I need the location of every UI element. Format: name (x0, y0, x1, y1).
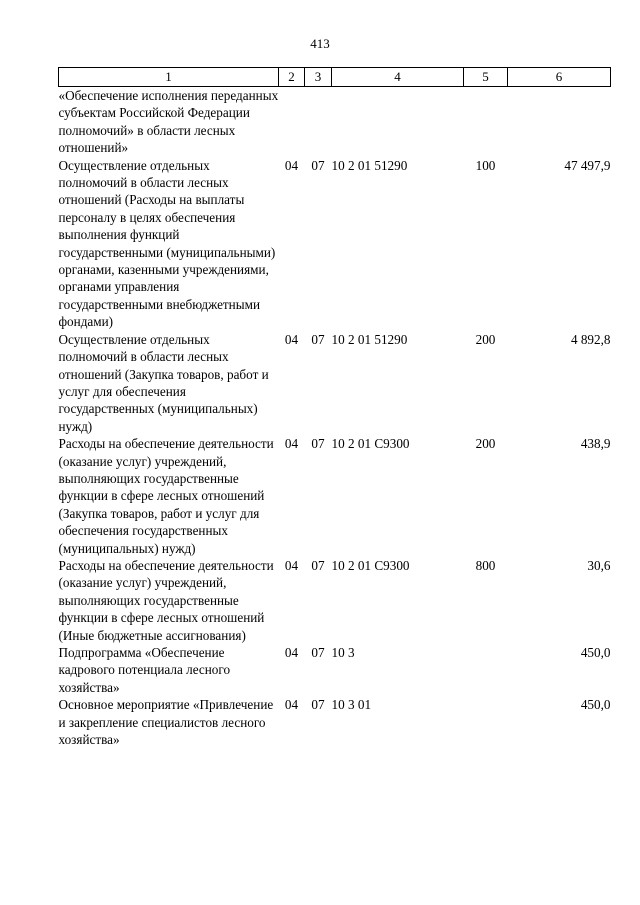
row-section: 04 (284, 697, 299, 713)
row-name: «Обеспечение исполнения переданных субъектам Российской Федерации полномочий» в области лесных отношений» (58, 88, 279, 156)
table-row (59, 87, 611, 157)
row-section: 04 (284, 557, 299, 573)
row-name: Осуществление отдельных полномочий в области лесных отношений (Закупка товаров, работ и услуг для обеспечения государственных (муниципальных) нужд) (58, 331, 269, 434)
header-col-6: 6 (508, 68, 611, 87)
header-col-4: 4 (332, 68, 464, 87)
row-section: 04 (284, 157, 299, 173)
row-expense-type: 200 (475, 436, 496, 452)
row-expense-type: 100 (475, 157, 496, 173)
budget-table (58, 67, 611, 748)
table-row (59, 157, 611, 331)
row-amount (508, 87, 611, 157)
header-col-1: 1 (59, 68, 279, 87)
row-expense-type: 200 (475, 331, 496, 347)
row-subsection (305, 87, 332, 157)
row-subsection: 07 (311, 697, 325, 713)
table-row (59, 644, 611, 696)
row-target-code: 10 2 01 С9300 (331, 436, 410, 452)
page-number: 413 (310, 36, 330, 51)
row-target-code: 10 2 01 51290 (331, 331, 408, 347)
row-name: Расходы на обеспечение деятельности (оказание услуг) учреждений, выполняющих государственные функции в сфере лесных отношений (Закупка товаров, работ и услуг для обеспечения государственных (муниципальных) нужд) (58, 436, 274, 556)
row-amount: 450,0 (580, 645, 611, 660)
row-section: 04 (284, 645, 299, 660)
table-row (59, 435, 611, 557)
row-expense-type (464, 87, 508, 157)
table-row (59, 331, 611, 435)
table-row (59, 557, 611, 644)
row-subsection: 07 (311, 331, 325, 347)
row-amount: 47 497,9 (564, 157, 611, 173)
header-col-2: 2 (279, 68, 305, 87)
row-name: Расходы на обеспечение деятельности (оказание услуг) учреждений, выполняющих государственные функции в сфере лесных отношений (Иные бюджетные ассигнования) (58, 557, 274, 643)
row-target-code: 10 3 (331, 645, 355, 660)
row-subsection: 07 (311, 557, 325, 573)
row-target-code: 10 2 01 51290 (331, 157, 408, 173)
row-section (279, 87, 305, 157)
row-target-code: 10 3 01 (331, 697, 372, 713)
row-subsection: 07 (311, 157, 325, 173)
row-target-code (332, 87, 464, 157)
row-subsection: 07 (311, 645, 325, 660)
row-amount: 438,9 (580, 436, 611, 452)
table-row (59, 696, 611, 748)
header-col-5: 5 (464, 68, 508, 87)
row-subsection: 07 (311, 436, 325, 452)
row-name: Подпрограмма «Обеспечение кадрового потенциала лесного хозяйства» (58, 645, 231, 695)
row-expense-type: 800 (475, 557, 496, 573)
row-name: Осуществление отдельных полномочий в области лесных отношений (Расходы на выплаты персоналу в целях обеспечения выполнения функций государственными (муниципальными) органами, казенными учреждениями, органами управления государственными внебюджетными фондами) (58, 157, 276, 330)
row-section: 04 (284, 331, 299, 347)
row-name: Основное мероприятие «Привлечение и закрепление специалистов лесного хозяйства» (58, 697, 274, 748)
header-col-3: 3 (305, 68, 332, 87)
row-amount: 4 892,8 (570, 331, 611, 347)
row-target-code: 10 2 01 С9300 (331, 557, 410, 573)
row-expense-type (464, 644, 508, 696)
row-section: 04 (284, 436, 299, 452)
row-expense-type (464, 696, 508, 748)
row-amount: 30,6 (587, 557, 611, 573)
row-amount: 450,0 (580, 697, 611, 713)
table-header-row (59, 68, 611, 87)
